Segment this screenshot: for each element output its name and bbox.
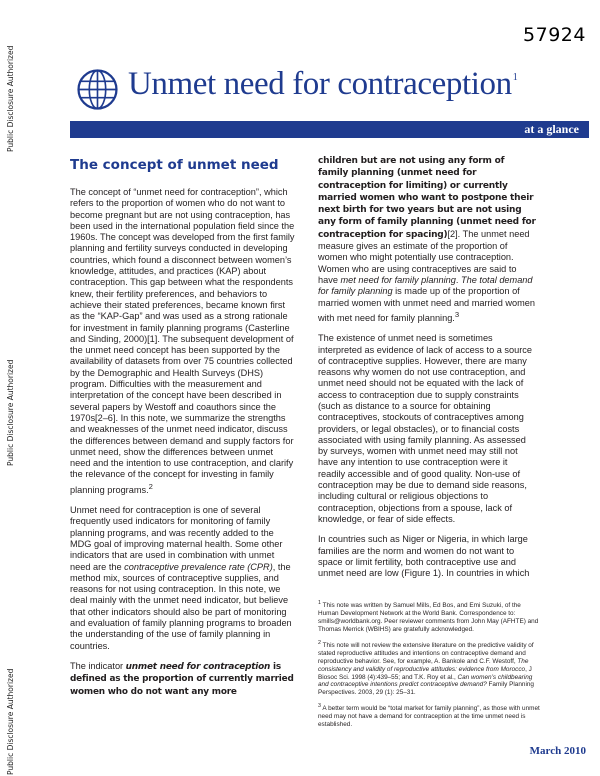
paragraph-indicators [70, 505, 295, 652]
document-number: 57924 [523, 24, 586, 46]
paragraph-countries: In countries such as Niger or Nigeria, in which large families are the norm and women do not want to space or limit fertility, both contraceptive use and unmet need are low (Figure 1). In countries in which [318, 534, 530, 579]
disclosure-label-middle: Public Disclosure Authorized [6, 359, 15, 466]
world-bank-logo-icon [77, 69, 118, 110]
footnote-2-title-1: The consistency and validity of reproductive attitudes: evidence from Morocco [318, 657, 529, 673]
left-column [70, 187, 295, 707]
publication-date: March 2010 [529, 745, 586, 757]
at-a-glance-banner [70, 121, 589, 138]
disclosure-label-bottom: Public Disclosure Authorized [6, 668, 15, 775]
footnotes [318, 600, 540, 735]
intro-text: The concept of “unmet need for contraception”, which refers to the proportion of women who do not want to become pregnant but are not using contraception, has been used in the international population field since the 1960s. The concept was developed from the first family planning and fertility surveys conducted in developing countries, which found a disconnect between women’s knowledge, attitudes, and practices (KAP) about contraception. This gap between what the respondents knew, their fertility preferences, and behaviors to achieve their stated preferences, became known first as the “KAP-Gap” and was used as a strong rationale for investment in family planning programs (Casterline and Sinding, 2000)[1]. The subsequent development of the unmet need concept has been supported by the availability of datasets from over 75 countries collected by the Demographic and Health Surveys (DHS) program. Difficulties with the measurement and interpretation of the concept have been described in several papers by Westoff and coauthors since the 1970s[2–6]. In this note, we summarize the strengths and weaknesses of the unmet need indicator, discuss the differences between demand and supply factors for unmet need, show the differences between unmet need and the intention to use contraception, and clarify the relevance of the concept for investing in family planning programs. [70, 187, 295, 495]
title-footnote-ref: 1 [512, 72, 518, 83]
footnote-2-text-a: This note will not review the extensive literature on the predictive validity of stated reproductive attitudes and intentions on contraceptive demand and reproductive behavior. See, for example, A. Bankole and C.F. Westoff, [318, 641, 534, 665]
cpr-term: contraceptive prevalence rate (CPR) [124, 561, 273, 572]
right-column [318, 155, 536, 588]
definition-continued: children but are not using any form of family planning (unmet need for contraception for limiting) or currently married women who want to postpone their next birth for two years but are not using any form of family planning (unmet need for contraception for spacing) [318, 156, 536, 240]
disclosure-label-top: Public Disclosure Authorized [6, 45, 15, 152]
footnote-2-text-b: , J Biosoc Sci. 1998 (4):439–55; and T.K. Roy et al., [318, 665, 532, 681]
indicators-text-a: Unmet need for contraception is one of several frequently used indicators for monitoring of family planning programs, and was recently added to the MDG goal of improving maternal health. Some other indicators that are used in combination with unmet need are the [70, 505, 283, 572]
footnote-3-text: A better term would be “total market for family planning”, as those with unmet need may not have a demand for contraception at the time unmet need is established. [318, 705, 540, 729]
met-need-text-c: is made up of the proportion of married women with unmet need and married women with met need for family planning. [318, 286, 536, 323]
footnote-2-text-c: Family Planning Perspectives. 2003, 29 (1): 25–31. [318, 681, 534, 697]
total-demand-term: The total demand for family planning [318, 274, 533, 297]
footnote-1 [318, 600, 540, 634]
paragraph-access: The existence of unmet need is sometimes interpreted as evidence of lack of access to a source of contraceptive supplies. However, there are many reasons why women do not use contraception, and unmet need should not be equated with the lack of access to contraception due to supply constraints (such as distance to a source for obtaining contraceptives, stockouts of contraceptives among providers, or legal obstacles), or to financial costs associated with using family planning. As assessed by surveys, women with unmet need may still not have any intention to use contraception were it readily accessible and of good quality. Non-use of contraception may be due to demand side reasons, including cultural or religious objections to contraception, objections from a spouse, lack of knowledge, or fear of side effects. [318, 333, 532, 524]
footnote-1-number: 1 [318, 600, 321, 606]
met-need-text-b: . [455, 274, 462, 285]
footnote-ref-2: 2 [148, 481, 153, 491]
footnote-2-number: 2 [318, 639, 321, 646]
met-need-text-a: [2]. The unmet need measure gives an estimate of the proportion of women who might potentially use contraception. Women who are using contraceptives are said to have [318, 228, 530, 285]
footnote-2-title-2: Can women’s childbearing and contraceptive intentions predict contraceptive demand? [318, 673, 533, 689]
footnote-ref-3: 3 [454, 309, 460, 319]
footnote-3-number: 3 [318, 703, 321, 710]
paragraph-definition [70, 661, 295, 698]
met-need-term: met need for family planning [340, 274, 456, 285]
indicators-text-b: , the method mix, sources of contraceptive supplies, and reasons for not using contraception. In this note, we deal mainly with the unmet need indicator, but believe that other indicators should also be part of monitoring and evaluation of family planning programs to broaden the understanding of the use of family planning in countries. [70, 561, 292, 651]
footnote-2 [318, 640, 540, 697]
definition-text-a: The indicator [70, 660, 126, 671]
paragraph-definition-cont [318, 155, 536, 324]
page-title [128, 66, 517, 103]
footnote-1-text: This note was written by Samuel Mills, Ed Bos, and Emi Suzuki, of the Human Development Network at the World Bank. Correspondence to: smills@worldbank.org. Peer reviewer comments from John May (AFHTE) and Thomas Merrick (WBIHS) are gratefully acknowledged. [318, 602, 539, 633]
footnote-3 [318, 703, 540, 729]
unmet-need-term: unmet need for contraception [125, 661, 271, 672]
definition-text-b: is defined as the proportion of currently married women who do not want any more [70, 661, 294, 697]
paragraph-intro [70, 187, 295, 496]
banner-label: at a glance [524, 122, 579, 136]
title-text: Unmet need for contraception [128, 66, 512, 102]
section-heading: The concept of unmet need [70, 157, 279, 173]
